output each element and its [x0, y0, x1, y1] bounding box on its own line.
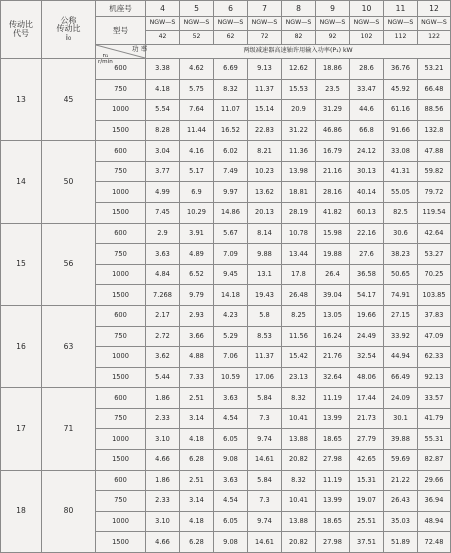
- power-value: 13.62: [248, 182, 282, 203]
- power-value: 18.81: [282, 182, 316, 203]
- power-value: 51.89: [384, 532, 418, 553]
- nominal-ratio: 71: [42, 388, 96, 470]
- power-value: 33.47: [350, 79, 384, 100]
- input-speed: 750: [96, 491, 146, 512]
- power-value: 4.18: [180, 511, 214, 532]
- power-value: 1.86: [146, 470, 180, 491]
- power-value: 7.64: [180, 100, 214, 121]
- power-value: 119.54: [418, 203, 451, 224]
- power-value: 14.61: [248, 449, 282, 470]
- power-value: 26.43: [384, 491, 418, 512]
- power-value: 13.05: [316, 305, 350, 326]
- power-value: 8.32: [282, 388, 316, 409]
- input-speed: 750: [96, 244, 146, 265]
- power-value: 41.82: [316, 203, 350, 224]
- frame-number: 7: [248, 1, 282, 17]
- nominal-ratio: 80: [42, 470, 96, 552]
- power-value: 13.88: [282, 429, 316, 450]
- ratio-code: 13: [1, 59, 42, 141]
- frame-number: 4: [146, 1, 180, 17]
- power-value: 74.91: [384, 285, 418, 306]
- input-speed: 750: [96, 161, 146, 182]
- power-value: 59.82: [418, 161, 451, 182]
- power-value: 33.92: [384, 326, 418, 347]
- model-prefix: NGW—S: [350, 17, 384, 31]
- power-value: 3.14: [180, 491, 214, 512]
- power-value: 19.66: [350, 305, 384, 326]
- power-value: 21.73: [350, 408, 384, 429]
- power-value: 14.61: [248, 532, 282, 553]
- power-value: 3.10: [146, 511, 180, 532]
- power-value: 17.06: [248, 367, 282, 388]
- ratio-code: 14: [1, 141, 42, 223]
- power-value: 7.3: [248, 491, 282, 512]
- model-prefix: NGW—S: [248, 17, 282, 31]
- power-value: 16.52: [214, 120, 248, 141]
- power-value: 66.49: [384, 367, 418, 388]
- power-value: 5.84: [248, 470, 282, 491]
- power-value: 14.18: [214, 285, 248, 306]
- power-value: 16.24: [316, 326, 350, 347]
- power-value: 17.8: [282, 264, 316, 285]
- ratio-code-header: 传动比 代号: [1, 1, 42, 59]
- power-value: 23.13: [282, 367, 316, 388]
- input-speed: 600: [96, 141, 146, 162]
- power-value: 5.67: [214, 223, 248, 244]
- power-value: 21.16: [316, 161, 350, 182]
- power-value: 11.44: [180, 120, 214, 141]
- power-value: 11.37: [248, 347, 282, 368]
- power-value: 3.63: [214, 388, 248, 409]
- power-value: 13.88: [282, 511, 316, 532]
- power-value: 22.16: [350, 223, 384, 244]
- power-value: 1.86: [146, 388, 180, 409]
- input-speed: 600: [96, 388, 146, 409]
- nominal-ratio: 45: [42, 59, 96, 141]
- power-value: 26.4: [316, 264, 350, 285]
- power-value: 4.23: [214, 305, 248, 326]
- power-value: 7.268: [146, 285, 180, 306]
- power-value: 5.29: [214, 326, 248, 347]
- power-value: 6.69: [214, 59, 248, 80]
- power-value: 10.29: [180, 203, 214, 224]
- power-value: 39.88: [384, 429, 418, 450]
- speed-power-diagonal-cell: [96, 45, 148, 65]
- power-value: 10.23: [248, 161, 282, 182]
- power-value: 19.43: [248, 285, 282, 306]
- power-value: 40.14: [350, 182, 384, 203]
- table-row: [1, 141, 451, 162]
- power-value: 3.63: [214, 470, 248, 491]
- power-value: 10.41: [282, 491, 316, 512]
- power-value: 47.88: [418, 141, 451, 162]
- power-value: 6.05: [214, 511, 248, 532]
- power-value: 3.77: [146, 161, 180, 182]
- table-body: [1, 1, 451, 553]
- model-prefix: NGW—S: [418, 17, 451, 31]
- power-value: 8.14: [248, 223, 282, 244]
- power-value: 2.93: [180, 305, 214, 326]
- power-value: 9.88: [248, 244, 282, 265]
- model-no-header: 型号: [96, 17, 146, 45]
- power-value: 11.56: [282, 326, 316, 347]
- power-value: 66.48: [418, 79, 451, 100]
- power-value: 30.1: [384, 408, 418, 429]
- input-speed: 1500: [96, 449, 146, 470]
- power-value: 6.02: [214, 141, 248, 162]
- power-value: 8.21: [248, 141, 282, 162]
- power-value: 12.62: [282, 59, 316, 80]
- power-value: 16.79: [316, 141, 350, 162]
- power-value: 3.14: [180, 408, 214, 429]
- model-number: 72: [248, 31, 282, 45]
- frame-number: 8: [282, 1, 316, 17]
- power-value: 32.54: [350, 347, 384, 368]
- power-title: 两级减速器高速轴许用输入功率(P₁) kW: [146, 45, 451, 59]
- power-value: 3.91: [180, 223, 214, 244]
- table-row: [1, 223, 451, 244]
- power-value: 5.44: [146, 367, 180, 388]
- ratio-code: 18: [1, 470, 42, 552]
- power-value: 13.99: [316, 491, 350, 512]
- input-speed: 750: [96, 326, 146, 347]
- power-value: 33.57: [418, 388, 451, 409]
- model-number: 62: [214, 31, 248, 45]
- table-row: [1, 470, 451, 491]
- power-value: 4.16: [180, 141, 214, 162]
- power-value: 8.28: [146, 120, 180, 141]
- power-value: 20.82: [282, 532, 316, 553]
- power-value: 8.25: [282, 305, 316, 326]
- input-speed: 600: [96, 223, 146, 244]
- power-value: 5.17: [180, 161, 214, 182]
- input-speed: 1500: [96, 120, 146, 141]
- power-value: 91.66: [384, 120, 418, 141]
- power-value: 22.83: [248, 120, 282, 141]
- power-value: 6.05: [214, 429, 248, 450]
- power-value: 4.89: [180, 244, 214, 265]
- power-value: 82.5: [384, 203, 418, 224]
- power-value: 11.36: [282, 141, 316, 162]
- power-value: 59.69: [384, 449, 418, 470]
- power-value: 48.06: [350, 367, 384, 388]
- power-value: 2.33: [146, 491, 180, 512]
- power-value: 19.88: [316, 244, 350, 265]
- power-value: 45.92: [384, 79, 418, 100]
- power-value: 20.82: [282, 449, 316, 470]
- power-value: 30.13: [350, 161, 384, 182]
- power-value: 8.32: [282, 470, 316, 491]
- input-speed: 1500: [96, 367, 146, 388]
- model-prefix: NGW—S: [214, 17, 248, 31]
- power-value: 4.54: [214, 491, 248, 512]
- power-value: 3.63: [146, 244, 180, 265]
- power-value: 92.13: [418, 367, 451, 388]
- power-value: 20.13: [248, 203, 282, 224]
- power-value: 11.19: [316, 388, 350, 409]
- power-value: 21.22: [384, 470, 418, 491]
- frame-number: 5: [180, 1, 214, 17]
- power-value: 24.49: [350, 326, 384, 347]
- nominal-ratio-header: 公称 传动比 i₀: [42, 1, 96, 59]
- frame-no-header: 机座号: [96, 1, 146, 17]
- power-value: 6.9: [180, 182, 214, 203]
- power-value: 37.83: [418, 305, 451, 326]
- power-value: 5.8: [248, 305, 282, 326]
- power-value: 4.62: [180, 59, 214, 80]
- power-value: 7.33: [180, 367, 214, 388]
- power-value: 2.72: [146, 326, 180, 347]
- power-value: 3.62: [146, 347, 180, 368]
- power-value: 3.38: [146, 59, 180, 80]
- power-value: 10.41: [282, 408, 316, 429]
- table-row: [1, 388, 451, 409]
- input-speed: 1000: [96, 347, 146, 368]
- power-value: 7.09: [214, 244, 248, 265]
- power-value: 8.53: [248, 326, 282, 347]
- power-value: 36.94: [418, 491, 451, 512]
- power-value: 46.86: [316, 120, 350, 141]
- power-value: 36.58: [350, 264, 384, 285]
- nominal-ratio: 56: [42, 223, 96, 305]
- power-value: 70.25: [418, 264, 451, 285]
- power-value: 88.56: [418, 100, 451, 121]
- model-prefix: NGW—S: [180, 17, 214, 31]
- power-value: 5.75: [180, 79, 214, 100]
- power-value: 3.10: [146, 429, 180, 450]
- power-value: 79.72: [418, 182, 451, 203]
- power-value: 18.65: [316, 429, 350, 450]
- frame-number: 10: [350, 1, 384, 17]
- model-number: 82: [282, 31, 316, 45]
- power-value: 4.66: [146, 449, 180, 470]
- power-value: 27.98: [316, 532, 350, 553]
- power-value: 82.87: [418, 449, 451, 470]
- model-number: 102: [350, 31, 384, 45]
- power-value: 7.06: [214, 347, 248, 368]
- power-value: 26.48: [282, 285, 316, 306]
- power-value: 4.18: [180, 429, 214, 450]
- power-value: 18.65: [316, 511, 350, 532]
- input-speed: 600: [96, 59, 146, 80]
- power-value: 2.17: [146, 305, 180, 326]
- input-speed: 1000: [96, 264, 146, 285]
- model-number: 52: [180, 31, 214, 45]
- power-value: 3.04: [146, 141, 180, 162]
- input-speed: 1500: [96, 285, 146, 306]
- power-value: 9.08: [214, 532, 248, 553]
- input-speed: 1000: [96, 182, 146, 203]
- model-prefix: NGW—S: [384, 17, 418, 31]
- power-value: 62.33: [418, 347, 451, 368]
- power-value: 2.33: [146, 408, 180, 429]
- power-value: 9.13: [248, 59, 282, 80]
- model-number: 122: [418, 31, 451, 45]
- power-value: 18.86: [316, 59, 350, 80]
- power-value: 27.6: [350, 244, 384, 265]
- power-value: 5.54: [146, 100, 180, 121]
- power-value: 31.29: [316, 100, 350, 121]
- power-value: 50.65: [384, 264, 418, 285]
- power-value: 15.31: [350, 470, 384, 491]
- power-value: 9.79: [180, 285, 214, 306]
- model-prefix: NGW—S: [282, 17, 316, 31]
- model-number: 42: [146, 31, 180, 45]
- frame-number: 11: [384, 1, 418, 17]
- power-value: 24.12: [350, 141, 384, 162]
- input-speed: 1500: [96, 203, 146, 224]
- power-value: 23.5: [316, 79, 350, 100]
- power-value: 38.23: [384, 244, 418, 265]
- power-value: 2.51: [180, 388, 214, 409]
- power-value: 55.31: [418, 429, 451, 450]
- power-value: 30.6: [384, 223, 418, 244]
- power-value: 33.08: [384, 141, 418, 162]
- power-value: 11.19: [316, 470, 350, 491]
- nominal-ratio: 63: [42, 305, 96, 387]
- nominal-ratio: 50: [42, 141, 96, 223]
- power-value: 53.21: [418, 59, 451, 80]
- power-value: 13.44: [282, 244, 316, 265]
- power-value: 4.54: [214, 408, 248, 429]
- frame-number: 9: [316, 1, 350, 17]
- power-value: 11.37: [248, 79, 282, 100]
- model-prefix: NGW—S: [146, 17, 180, 31]
- input-speed: 750: [96, 79, 146, 100]
- power-value: 6.28: [180, 449, 214, 470]
- power-value: 37.51: [350, 532, 384, 553]
- power-value: 8.32: [214, 79, 248, 100]
- power-value: 15.98: [316, 223, 350, 244]
- power-value: 61.16: [384, 100, 418, 121]
- model-number: 92: [316, 31, 350, 45]
- power-value: 24.09: [384, 388, 418, 409]
- power-value: 54.17: [350, 285, 384, 306]
- power-value: 132.8: [418, 120, 451, 141]
- speed-unit-label: n₁ r/min: [98, 53, 113, 65]
- ratio-code: 17: [1, 388, 42, 470]
- power-value: 15.14: [248, 100, 282, 121]
- power-value: 27.79: [350, 429, 384, 450]
- ratio-code: 16: [1, 305, 42, 387]
- power-value: 7.45: [146, 203, 180, 224]
- input-speed: 600: [96, 305, 146, 326]
- power-value: 44.6: [350, 100, 384, 121]
- power-value: 13.98: [282, 161, 316, 182]
- power-value: 4.88: [180, 347, 214, 368]
- power-value: 9.74: [248, 511, 282, 532]
- power-value: 2.51: [180, 470, 214, 491]
- power-value: 48.94: [418, 511, 451, 532]
- input-speed: 600: [96, 470, 146, 491]
- power-value: 32.64: [316, 367, 350, 388]
- power-value: 60.13: [350, 203, 384, 224]
- power-value: 103.85: [418, 285, 451, 306]
- model-prefix: NGW—S: [316, 17, 350, 31]
- power-value: 36.76: [384, 59, 418, 80]
- power-value: 9.08: [214, 449, 248, 470]
- power-value: 42.64: [418, 223, 451, 244]
- input-speed: 1000: [96, 429, 146, 450]
- power-value: 11.07: [214, 100, 248, 121]
- power-value: 28.19: [282, 203, 316, 224]
- power-value: 6.28: [180, 532, 214, 553]
- power-value: 5.84: [248, 388, 282, 409]
- table-row: [1, 305, 451, 326]
- input-speed: 1500: [96, 532, 146, 553]
- power-value: 19.07: [350, 491, 384, 512]
- power-value: 29.66: [418, 470, 451, 491]
- power-value: 3.66: [180, 326, 214, 347]
- power-value: 6.52: [180, 264, 214, 285]
- power-value: 25.51: [350, 511, 384, 532]
- ratio-code: 15: [1, 223, 42, 305]
- power-value: 4.84: [146, 264, 180, 285]
- power-value: 7.49: [214, 161, 248, 182]
- model-number: 112: [384, 31, 418, 45]
- power-label: 功 率: [132, 45, 148, 53]
- input-speed: 1000: [96, 511, 146, 532]
- power-value: 15.53: [282, 79, 316, 100]
- power-value: 66.8: [350, 120, 384, 141]
- input-speed: 750: [96, 408, 146, 429]
- power-value: 4.66: [146, 532, 180, 553]
- power-value: 27.98: [316, 449, 350, 470]
- power-value: 15.42: [282, 347, 316, 368]
- power-value: 41.79: [418, 408, 451, 429]
- power-value: 41.31: [384, 161, 418, 182]
- frame-number: 12: [418, 1, 451, 17]
- header-row-frames: [1, 1, 451, 17]
- power-value: 10.78: [282, 223, 316, 244]
- power-value: 9.74: [248, 429, 282, 450]
- power-value: 72.48: [418, 532, 451, 553]
- power-value: 31.22: [282, 120, 316, 141]
- power-value: 27.15: [384, 305, 418, 326]
- power-value: 17.44: [350, 388, 384, 409]
- table-row: [1, 59, 451, 80]
- power-value: 53.27: [418, 244, 451, 265]
- power-value: 42.65: [350, 449, 384, 470]
- frame-number: 6: [214, 1, 248, 17]
- power-value: 7.3: [248, 408, 282, 429]
- power-value: 55.05: [384, 182, 418, 203]
- power-value: 47.09: [418, 326, 451, 347]
- power-value: 28.16: [316, 182, 350, 203]
- power-value: 9.97: [214, 182, 248, 203]
- input-speed: 1000: [96, 100, 146, 121]
- power-value: 14.86: [214, 203, 248, 224]
- power-value: 10.59: [214, 367, 248, 388]
- power-value: 13.1: [248, 264, 282, 285]
- power-value: 20.9: [282, 100, 316, 121]
- power-value: 21.76: [316, 347, 350, 368]
- power-value: 4.18: [146, 79, 180, 100]
- power-value: 28.6: [350, 59, 384, 80]
- power-value: 13.99: [316, 408, 350, 429]
- power-value: 9.45: [214, 264, 248, 285]
- power-value: 44.94: [384, 347, 418, 368]
- power-value: 4.99: [146, 182, 180, 203]
- power-value: 39.04: [316, 285, 350, 306]
- power-value: 2.9: [146, 223, 180, 244]
- power-value: 35.03: [384, 511, 418, 532]
